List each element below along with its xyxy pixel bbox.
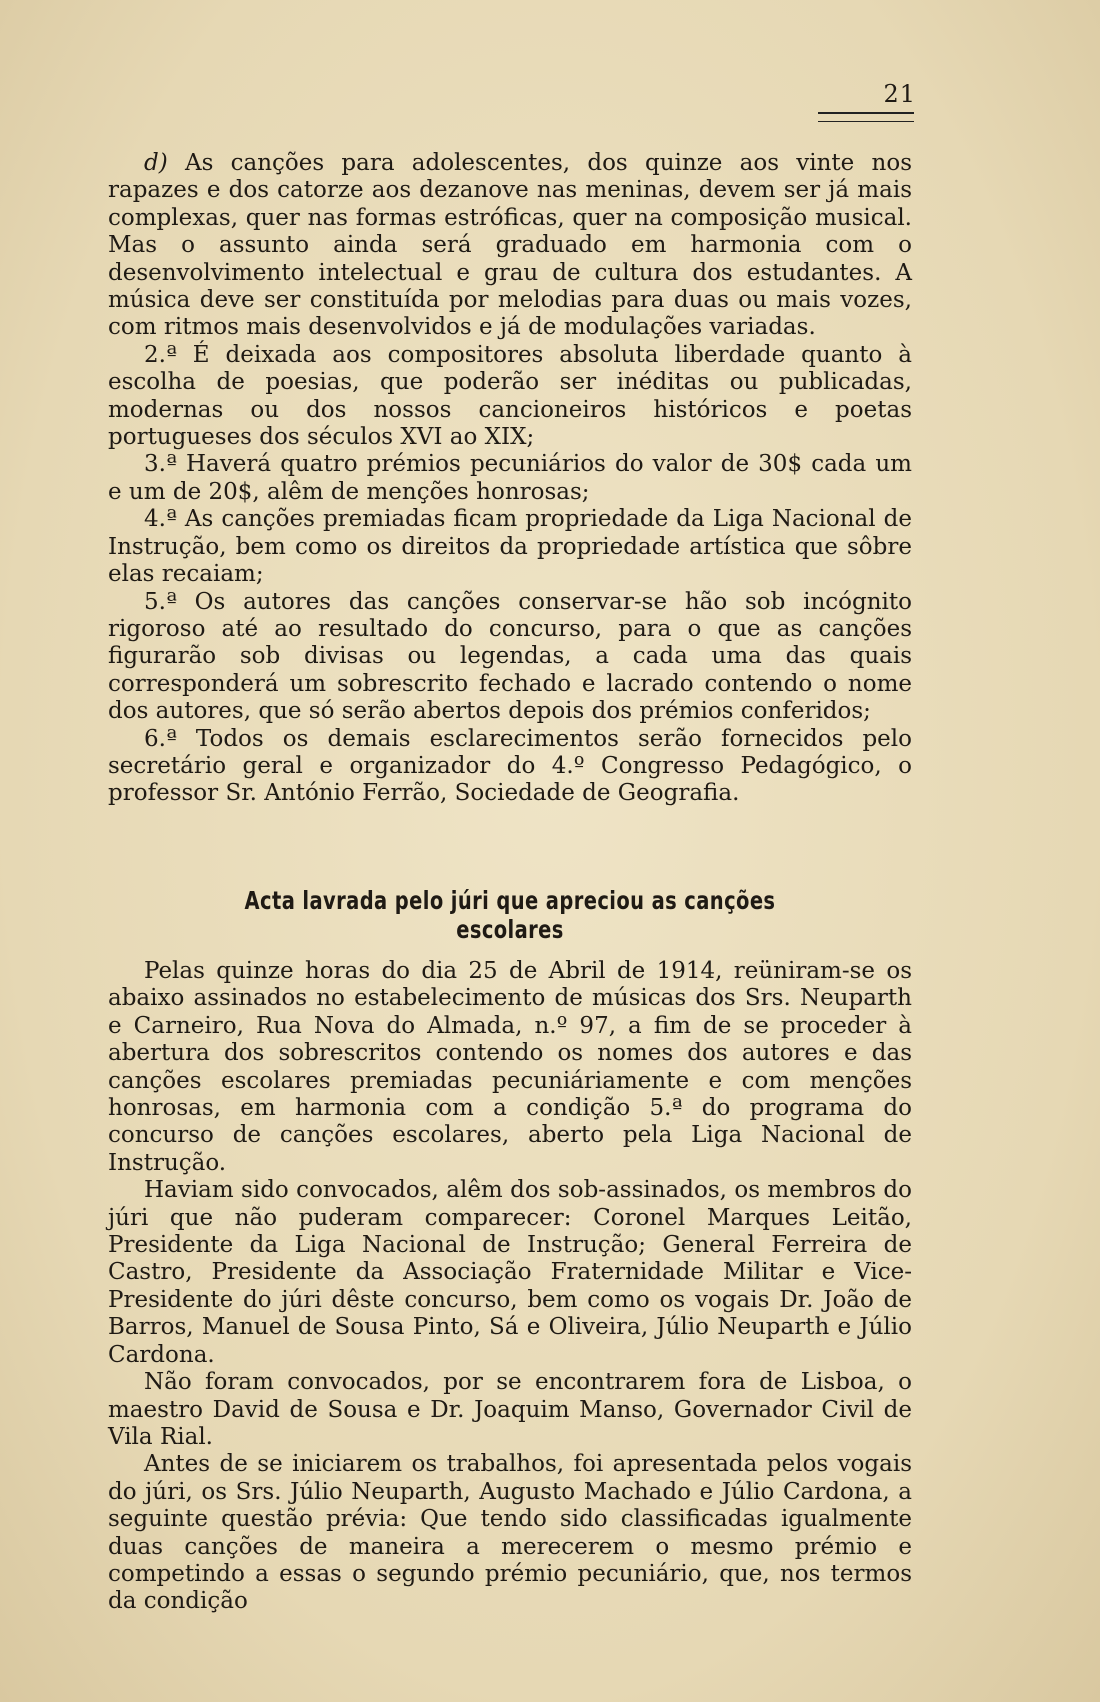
paragraph [108, 150, 912, 342]
page-number: 21 [883, 80, 916, 108]
paragraph: 2.ª É deixada aos compositores absoluta liberdade quanto à escolha de poesias, que poderão ser inéditas ou publicadas, modernas ou dos nossos cancioneiros históricos e poetas portugueses dos séculos XVI ao XIX; [108, 341, 912, 451]
paragraph: 3.ª Haverá quatro prémios pecuniários do valor de 30$ cada um e um de 20$, alêm de menções honrosas; [108, 451, 912, 505]
paragraph: 4.ª As canções premiadas ficam propriedade da Liga Nacional de Instrução, bem como os direitos da propriedade artística que sôbre elas recaiam; [108, 506, 912, 588]
paragraph: Pelas quinze horas do dia 25 de Abril de 1914, reüniram-se os abaixo assinados no estabelecimento de músicas dos Srs. Neuparth e Carneiro, Rua Nova do Almada, n.º 97, a fim de se proceder à abertura dos sobrescritos contendo os nomes dos autores e das canções escolares premiadas pecuniáriamente e com menções honrosas, em harmonia com a condição 5.ª do programa do concurso de canções escolares, aberto pela Liga Nacional de Instrução. [108, 958, 912, 1176]
header-rule [818, 112, 914, 122]
paragraph-text: As canções para adolescentes, dos quinze aos vinte nos rapazes e dos catorze aos dezanove nas meninas, devem ser já mais complexas, quer nas formas estróficas, quer na composição musical. Mas o assunto ainda será graduado em harmonia com o desenvolvimento intelectual e grau de cultura dos estudantes. A música deve ser constituída por melodias para duas ou mais vozes, com ritmos mais desenvolvidos e já de modulações variadas. [108, 150, 912, 341]
item-label: d) [144, 150, 168, 176]
paragraph: Não foram convocados, por se encontrarem fora de Lisboa, o maestro David de Sousa e Dr. Joaquim Manso, Governador Civil de Vila Rial. [108, 1369, 912, 1450]
paragraph: 6.ª Todos os demais esclarecimentos serão fornecidos pelo secretário geral e organizador do 4.º Congresso Pedagógico, o professor Sr. António Ferrão, Sociedade de Geografia. [108, 725, 912, 807]
jury-minutes [108, 958, 912, 1616]
section-heading: Acta lavrada pelo júri que apreciou as canções escolares [244, 886, 776, 944]
paragraph: Haviam sido convocados, alêm dos sob-assinados, os membros do júri que não puderam comparecer: Coronel Marques Leitão, Presidente da Liga Nacional de Instrução; General Ferreira de Castro, Presidente da Associação Fraternidade Militar e Vice-Presidente do júri dêste concurso, bem como os vogais Dr. João de Barros, Manuel de Sousa Pinto, Sá e Oliveira, Júlio Neuparth e Júlio Cardona. [108, 1177, 912, 1368]
program-conditions [108, 150, 912, 808]
paragraph: Antes de se iniciarem os trabalhos, foi apresentada pelos vogais do júri, os Srs. Júlio Neuparth, Augusto Machado e Júlio Cardona, a seguinte questão prévia: Que tendo sido classificadas igualmente duas canções de maneira a merecerem o mesmo prémio e competindo a essas o segundo prémio pecuniário, que, nos termos da condição [108, 1451, 912, 1615]
paragraph: 5.ª Os autores das canções conservar-se hão sob incógnito rigoroso até ao resultado do concurso, para o que as canções figurarão sob divisas ou legendas, a cada uma das quais corresponderá um sobrescrito fechado e lacrado contendo o nome dos autores, que só serão abertos depois dos prémios conferidos; [108, 588, 912, 725]
